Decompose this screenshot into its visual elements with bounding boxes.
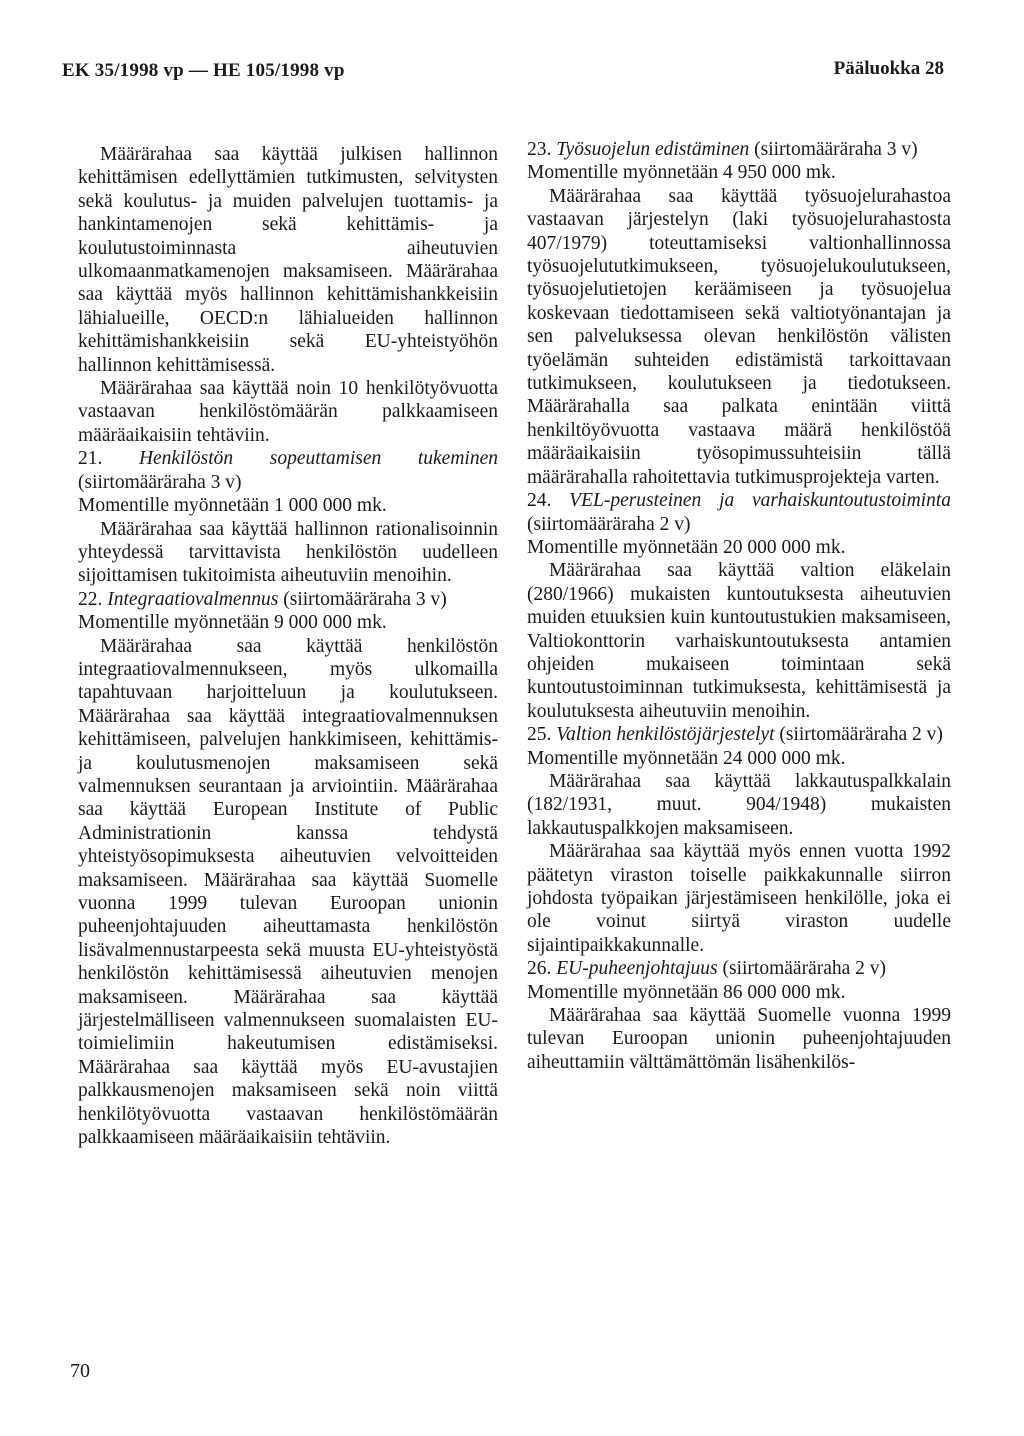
section-26	[527, 957, 951, 1074]
section-25	[527, 723, 951, 957]
section-heading	[78, 447, 498, 494]
section-23	[527, 138, 951, 489]
grant-line: Momentille myönnetään 1 000 000 mk.	[78, 495, 387, 517]
section-number: 24.	[527, 490, 552, 512]
section-heading	[527, 957, 951, 980]
section-appropriation-type: (siirtomääräraha 3 v)	[754, 139, 918, 160]
section-body: Määrärahaa saa käyttää Suomelle vuonna 1999 tulevan Euroopan unionin puheenjohtajuuden aiheuttamiin välttämättömän lisähenkilös-	[527, 1005, 951, 1073]
section-body: Määrärahaa saa käyttää myös ennen vuotta 1992 päätetyn viraston toiselle paikkakunnalle siirron johdosta työpaikan järjestämiseen henkilölle, joka ei ole voinut siirtyä viraston uudelle sijaintipaikkakunnalle.	[527, 841, 951, 956]
section-title: Integraatiovalmennus	[107, 588, 279, 610]
section-24	[527, 489, 951, 723]
page-number: 70	[70, 1360, 90, 1382]
section-appropriation-type: (siirtomääräraha 3 v)	[78, 471, 242, 493]
section-appropriation-type: (siirtomääräraha 2 v)	[527, 513, 691, 535]
right-column	[527, 138, 951, 1074]
section-title: Henkilöstön sopeuttamisen tukeminen	[138, 448, 498, 470]
section-21	[78, 447, 498, 587]
section-body: Määrärahaa saa käyttää henkilöstön integraatiovalmennukseen, myös ulkomailla tapahtuvaan harjoitteluun ja koulutukseen. Määrärahaa saa käyttää integraatiovalmennuksen kehittämiseen, palvelujen hankkimiseen, kehittämis- ja koulutusmenojen maksamiseen sekä valmennuksen seurantaan ja arviointiin. Määrärahaa saa käyttää European Institute of Public Administrationin kanssa tehdystä yhteistyösopimuksesta aiheutuvien velvoitteiden maksamiseen. Määrärahaa saa käyttää Suomelle vuonna 1999 tulevan Euroopan unionin puheenjohtajuuden aiheuttamasta henkilöstön lisävalmennustarpeesta sekä muusta EU-yhteistyöstä henkilöstön kehittämisessä aiheutuvien menojen maksamiseen. Määrärahaa saa käyttää järjestelmälliseen valmennukseen suomalaisten EU-toimielimiin hakeutumisen edistämiseksi. Määrärahaa saa käyttää myös EU-avustajien palkkausmenojen maksamiseen sekä noin viittä henkilötyövuotta vastaavan henkilöstömäärän palkkaamiseen määräaikaisiin tehtäviin.	[78, 635, 498, 1149]
section-heading	[78, 588, 498, 611]
section-heading	[527, 489, 951, 536]
grant-line: Momentille myönnetään 20 000 000 mk.	[527, 536, 846, 558]
intro-paragraph-2: Määrärahaa saa käyttää noin 10 henkilötyövuotta vastaavan henkilöstömäärän palkkaamiseen määräaikaisiin tehtäviin.	[78, 378, 498, 446]
section-appropriation-type: (siirtomääräraha 2 v)	[779, 724, 943, 746]
left-column	[78, 143, 498, 1149]
section-body: Määrärahaa saa käyttää valtion eläkelain (280/1966) mukaisten kuntoutuksesta aiheutuvien muiden etuuksien kuin kuntoutustukien maksamiseen, Valtiokonttorin varhaiskuntoutuksesta antamien ohjeiden mukaiseen toimintaan sekä kuntoutustoiminnan tutkimuksesta, kehittämisestä ja koulutuksesta aiheutuviin menoihin.	[527, 560, 951, 722]
intro-paragraph-1: Määrärahaa saa käyttää julkisen hallinnon kehittämisen edellyttämien tutkimusten, selvitysten sekä koulutus- ja muiden palvelujen tuottamis- ja hankintamenojen sekä kehittämis- ja koulutustoiminnasta aiheutuvien ulkomaanmatkamenojen maksamiseen. Määrärahaa saa käyttää myös hallinnon kehittämishankkeisiin lähialueille, OECD:n lähialueiden hallinnon kehittämishankkeisiin sekä EU-yhteistyöhön hallinnon kehittämisessä.	[78, 144, 498, 376]
section-body: Määrärahaa saa käyttää lakkautuspalkkalain (182/1931, muut. 904/1948) mukaisten lakkautuspalkkojen maksamiseen.	[527, 770, 951, 839]
section-appropriation-type: (siirtomääräraha 2 v)	[722, 958, 887, 980]
section-heading	[527, 138, 951, 161]
section-title: EU-puheenjohtajuus	[556, 958, 718, 980]
section-number: 22.	[78, 588, 103, 610]
section-body: Määrärahaa saa käyttää työsuojelurahastoa vastaavan järjestelyn (laki työsuojelurahastosta 407/1979) toteuttamiseksi valtionhallinnossa työsuojelututkimukseen, työsuojelukoulutukseen, työsuojelutietojen keräämiseen ja työsuojelua koskevaan tiedottamiseen sekä valtiotyönantajan ja sen palveluksessa olevan henkilöstön välisten työelämän suhteiden edistämistä tarkoittavaan tutkimukseen, koulutukseen ja tiedotukseen. Määrärahalla saa palkata enintään viittä henkiltöyövuotta vastaava määrä henkilöstöä määräaikaisiin työsopimussuhteisiin tällä määrärahalla rahoitettavia tutkimusprojekteja varten.	[527, 185, 951, 488]
section-22	[78, 588, 498, 1150]
grant-line: Momentille myönnetään 9 000 000 mk.	[78, 612, 387, 634]
section-title: Valtion henkilöstöjärjestelyt	[556, 724, 775, 746]
grant-line: Momentille myönnetään 24 000 000 mk.	[527, 747, 846, 769]
section-title: VEL-perusteinen ja varhaiskuntoutustoiminta	[569, 490, 951, 512]
running-header: EK 35/1998 vp — HE 105/1998 vp	[62, 60, 345, 81]
grant-line: Momentille myönnetään 86 000 000 mk.	[527, 981, 846, 1003]
section-number: 21.	[78, 448, 103, 470]
section-heading	[527, 723, 951, 746]
grant-line: Momentille myönnetään 4 950 000 mk.	[527, 162, 836, 184]
main-class-label: Pääluokka 28	[833, 58, 944, 79]
section-number: 23.	[527, 139, 552, 160]
section-number: 26.	[527, 958, 552, 980]
section-body: Määrärahaa saa käyttää hallinnon rationalisoinnin yhteydessä tarvittavista henkilöstön uudelleen sijoittamisen tukitoimista aiheutuviin menoihin.	[78, 518, 498, 587]
section-title: Työsuojelun edistäminen	[556, 139, 750, 160]
section-number: 25.	[527, 724, 552, 746]
section-appropriation-type: (siirtomääräraha 3 v)	[283, 588, 447, 610]
